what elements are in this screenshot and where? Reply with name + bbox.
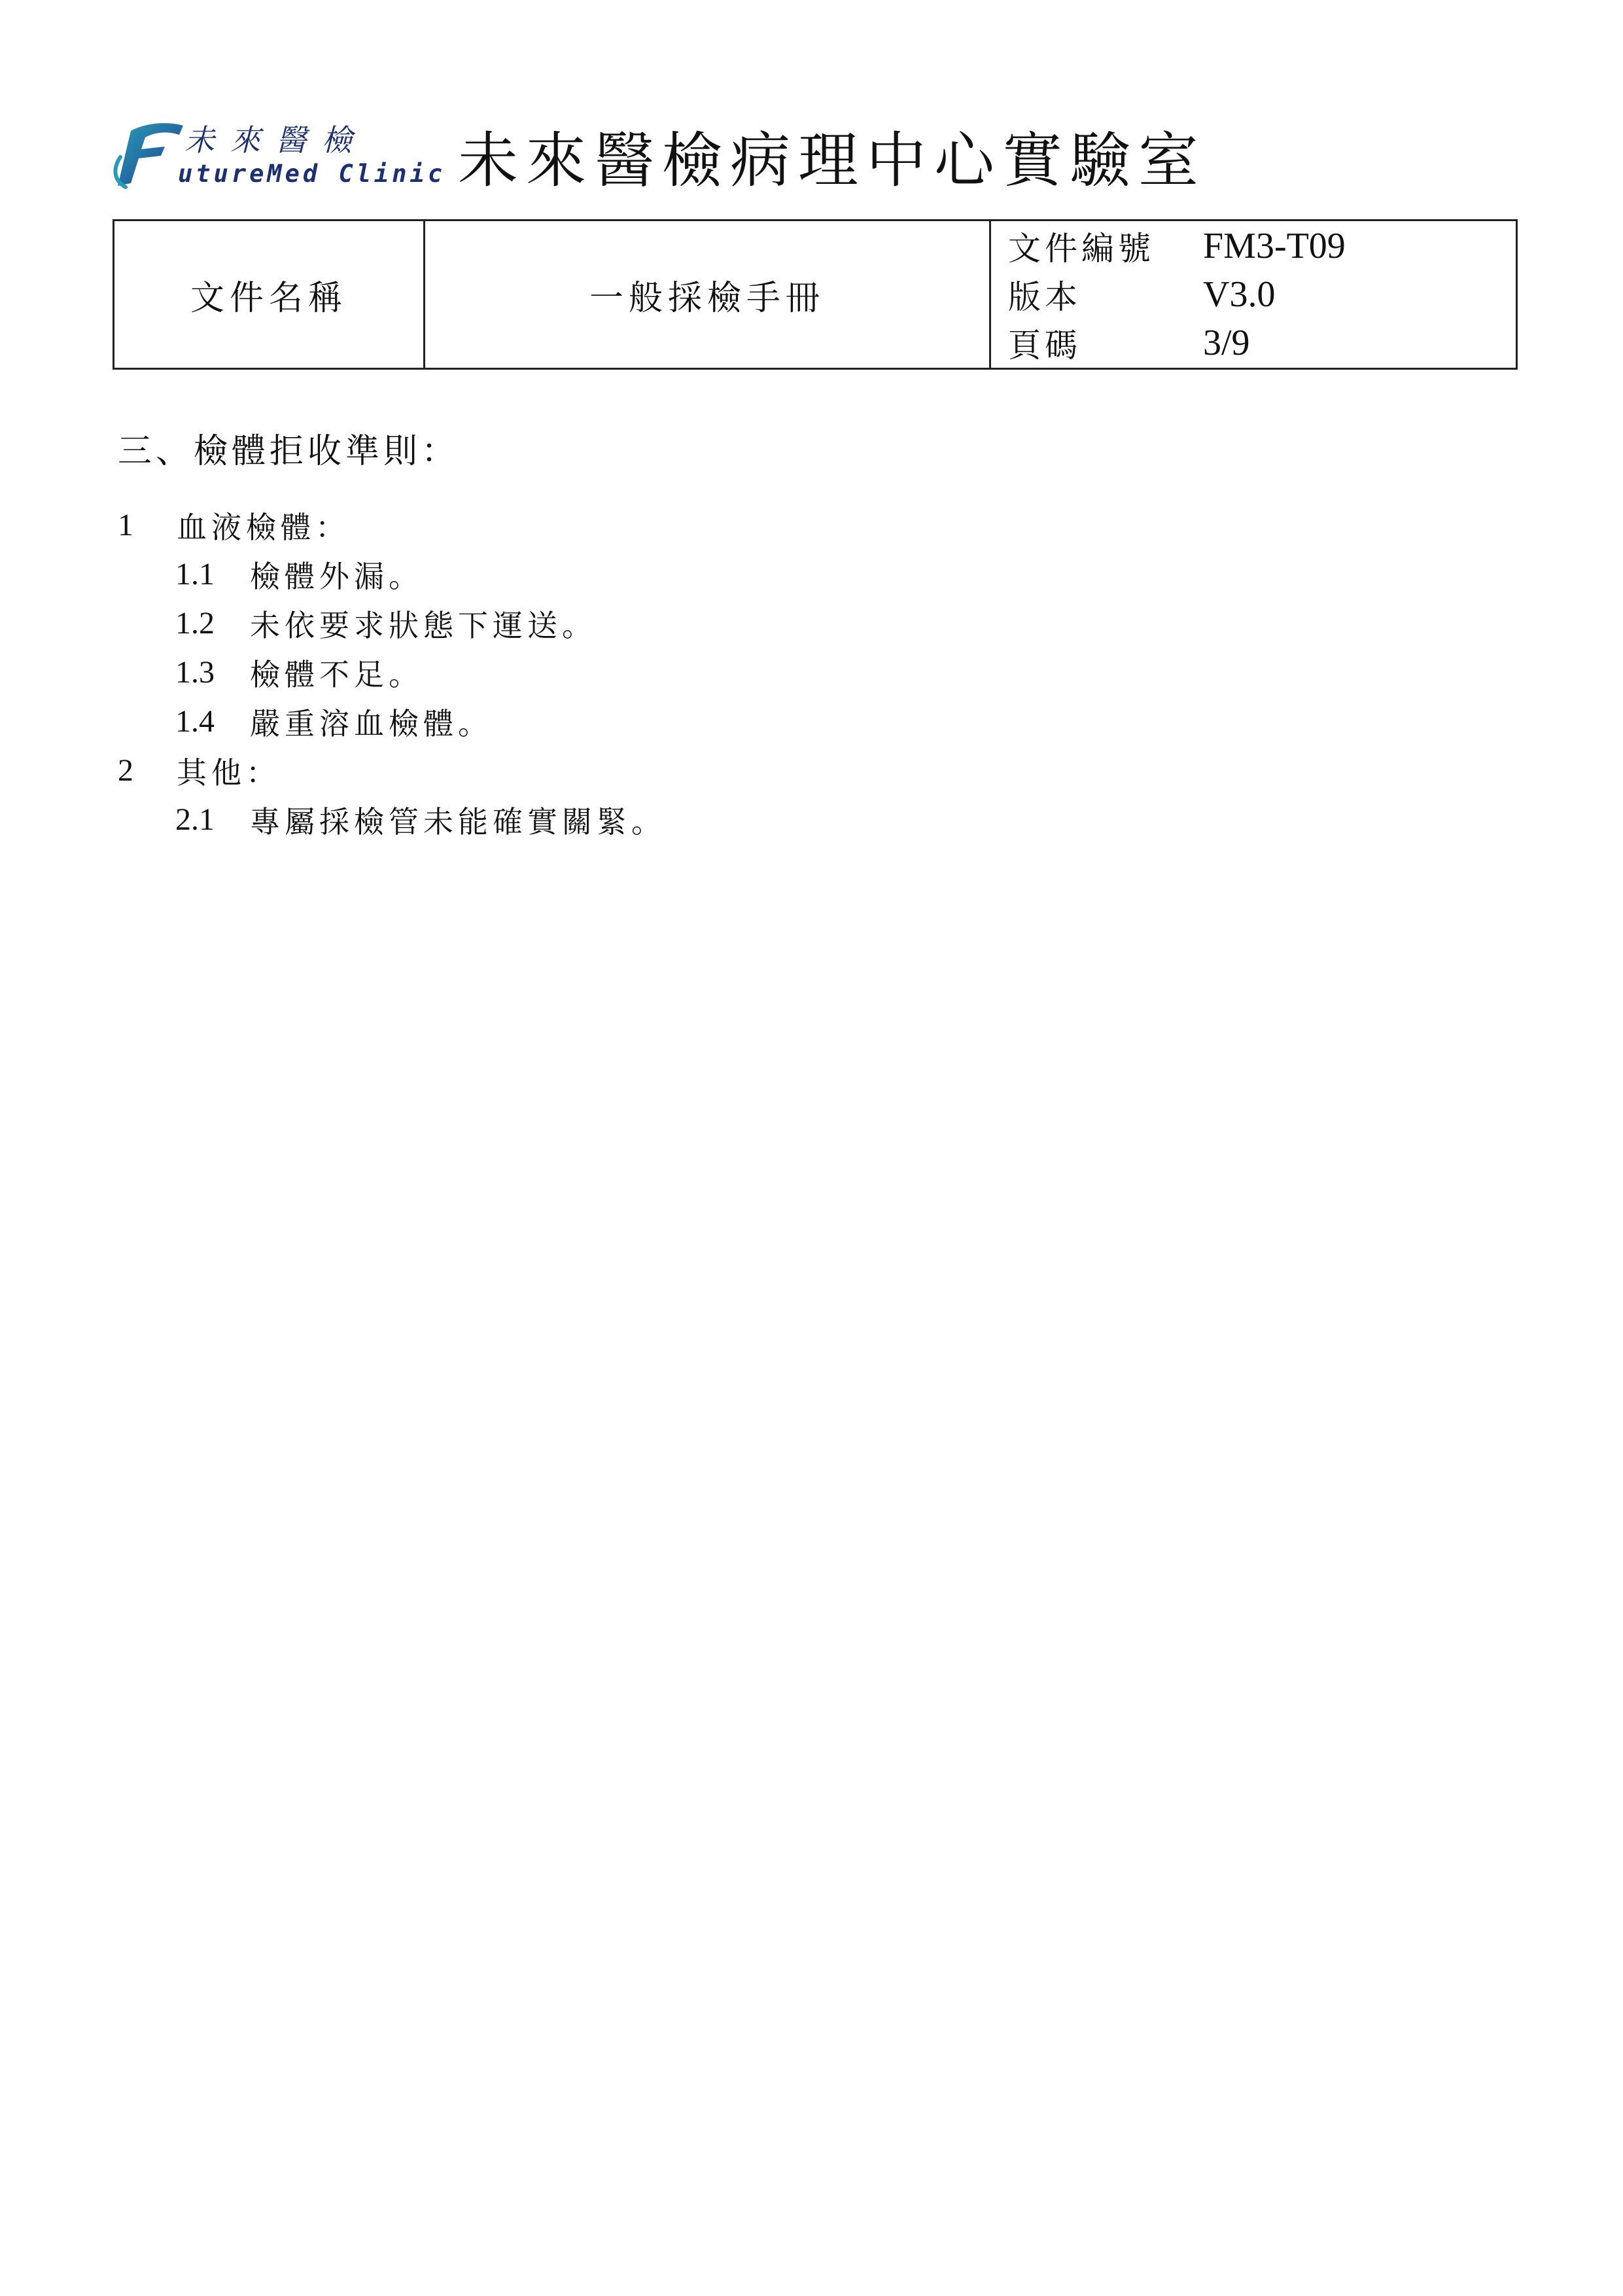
item-number: 1.2 [175, 606, 215, 641]
item-number: 2 [118, 753, 133, 788]
list-item [118, 648, 1492, 697]
meta-label: 頁碼 [1008, 327, 1081, 364]
meta-value: 3/9 [1203, 323, 1250, 363]
doc-name-label: 文件名稱 [114, 221, 425, 368]
item-text: 其他： [177, 754, 281, 790]
logo-chinese-text: 未來醫檢 [184, 122, 368, 158]
item-text: 檢體不足。 [250, 656, 423, 692]
meta-row-version [1008, 270, 1516, 319]
list-item [118, 599, 1492, 648]
item-text: 檢體外漏。 [250, 558, 423, 594]
meta-value: FM3-T09 [1203, 226, 1346, 266]
logo-english-text: utureMed Clinic [178, 160, 446, 188]
meta-label: 文件編號 [1008, 230, 1155, 268]
item-text: 未依要求狀態下運送。 [250, 607, 597, 643]
meta-row-doc-number [1008, 222, 1516, 270]
item-number: 1.1 [175, 557, 215, 592]
list-group-heading [118, 746, 1492, 795]
meta-value: V3.0 [1203, 274, 1276, 315]
rejection-criteria-list [118, 501, 1492, 844]
item-text: 專屬採檢管未能確實關緊。 [250, 804, 666, 839]
section-title: 三、檢體拒收準則： [118, 432, 460, 471]
item-text: 血液檢體： [177, 509, 350, 545]
meta-row-page [1008, 319, 1516, 367]
list-item [118, 697, 1492, 746]
list-group-heading [118, 501, 1492, 550]
item-text: 嚴重溶血檢體。 [250, 705, 493, 741]
organization-title: 未來醫檢病理中心實驗室 [458, 126, 1207, 196]
list-item [118, 550, 1492, 599]
company-logo [111, 118, 446, 193]
document-info-table [113, 219, 1518, 370]
doc-meta-cell [991, 221, 1516, 368]
list-item [118, 795, 1492, 844]
logo-graphic [111, 118, 446, 193]
item-number: 1 [118, 508, 133, 542]
item-number: 2.1 [175, 802, 215, 837]
doc-name-value: 一般採檢手冊 [425, 221, 991, 368]
meta-label: 版本 [1008, 278, 1081, 316]
item-number: 1.4 [175, 704, 215, 739]
item-number: 1.3 [175, 655, 215, 690]
